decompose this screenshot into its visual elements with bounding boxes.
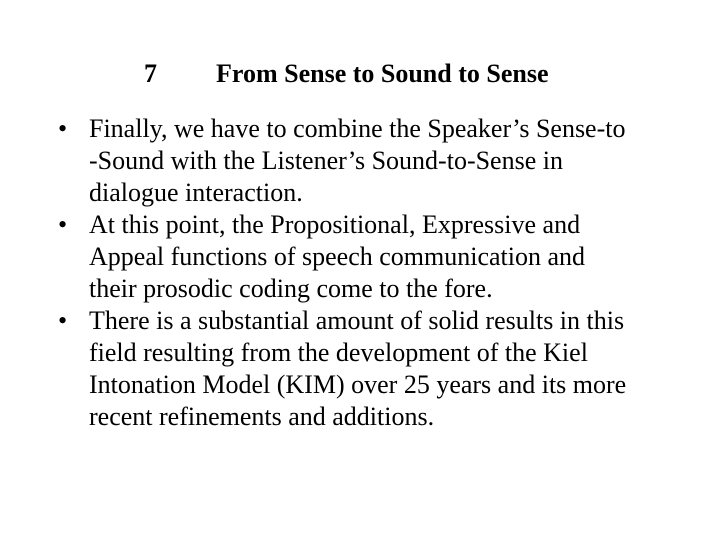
bullet-1-line-3: dialogue interaction. (89, 178, 303, 207)
bullet-2-line-2: Appeal functions of speech communication and (89, 242, 586, 271)
bullet-item-2 (58, 209, 708, 305)
bullet-item-3 (58, 305, 708, 433)
bullet-icon: • (58, 306, 68, 335)
slide-number: 7 (144, 59, 157, 88)
bullet-3-line-4: recent refinements and additions. (89, 402, 435, 431)
slide-title: From Sense to Sound to Sense (216, 59, 549, 88)
bullet-3-line-3: Intonation Model (KIM) over 25 years and its more (89, 370, 627, 399)
bullet-3-line-2: field resulting from the development of the Kiel (89, 338, 588, 367)
bullet-3-line-1: There is a substantial amount of solid results in this (89, 306, 625, 335)
bullet-icon: • (58, 210, 68, 239)
bullet-2-line-3: their prosodic coding come to the fore. (89, 274, 493, 303)
bullet-item-1 (58, 113, 708, 209)
bullet-list (58, 113, 708, 433)
bullet-1-line-2: -Sound with the Listener’s Sound-to-Sense in (89, 146, 563, 175)
bullet-2-line-1: At this point, the Propositional, Expressive and (89, 210, 581, 239)
bullet-1-line-1: Finally, we have to combine the Speaker’s Sense-to (89, 114, 626, 143)
bullet-icon: • (58, 114, 68, 143)
